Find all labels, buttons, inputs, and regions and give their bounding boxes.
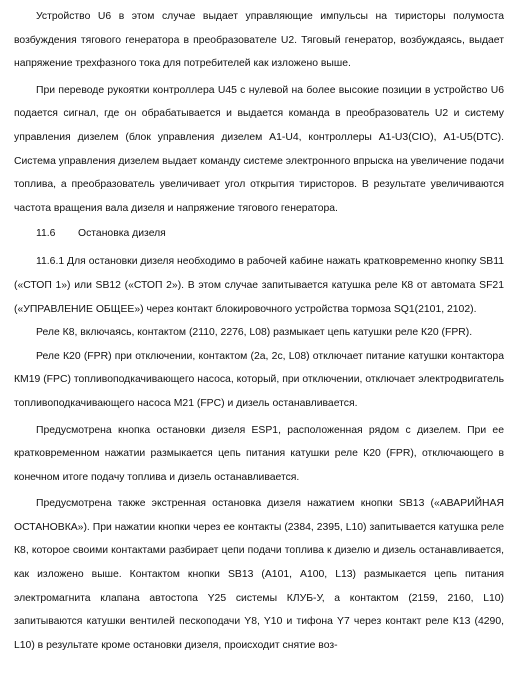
paragraph-controller-positions: При переводе рукоятки контроллера U45 с нулевой на более высокие позиции в устройство U6 подается сигнал, где он обрабатывается и выдается команда в преобразователь U2 и систему управления дизелем (блок управления дизелем А1-U4, контроллеры А1-U3(CIO), А1-U5(DTC). Система управления дизелем выдает команду системе электронного впрыска на увеличение подачи топлива, а преобразователь увеличивает угол открытия тиристоров. В результате увеличиваются частота вращения вала дизеля и напряжение тягового генератора. — [14, 84, 504, 214]
paragraph-stop-procedure: 11.6.1 Для остановки дизеля необходимо в рабочей кабине нажать кратковременно кнопку SB11 («СТОП 1») или SB12 («СТОП 2»). В этом случае запитывается катушка реле К8 от автомата SF21 («УПРАВЛЕНИЕ ОБЩЕЕ») через контакт блокировочного устройства тормоза SQ1(2101, 2102). — [14, 256, 504, 315]
section-title: Остановка дизеля — [78, 228, 166, 240]
paragraph-esp1-button: Предусмотрена кнопка остановки дизеля ESP1, расположенная рядом с дизелем. При ее кратковременном нажатии размыкается цепь питания катушки реле К20 (FPR), отключающего в конечном итоге подачу топлива и дизель останавливается. — [14, 424, 504, 483]
paragraph-relay-k20: Реле К20 (FPR) при отключении, контактом (2а, 2с, L08) отключает питание катушки контактора КМ19 (FPC) топливоподкачивающего насоса, который, при отключении, отключает электродвигатель топливоподкачивающего насоса М21 (FPC) и дизель останавливается. — [14, 350, 504, 409]
section-number: 11.6 — [36, 228, 56, 240]
section-heading — [14, 223, 504, 245]
paragraph-excitation: Устройство U6 в этом случае выдает управляющие импульсы на тиристоры полумоста возбуждения тягового генератора в преобразователе U2. Тяговый генератор, возбуждаясь, выдает напряжение трехфазного тока для потребителей как изложено выше. — [14, 11, 504, 70]
paragraph-emergency-stop: Предусмотрена также экстренная остановка дизеля нажатием кнопки SB13 («АВАРИЙНАЯ ОСТАНОВКА»). При нажатии кнопки через ее контакты (2384, 2395, L10) запитывается катушка реле К8, которое своими контактами разбирает цепи подачи топлива к дизелю и дизель останавливается, как изложено выше. Контактом кнопки SB13 (А101, А100, L13) размыкается цепь питания электромагнита клапана автостопа Y25 системы КЛУБ-У, а контактом (2159, 2160, L10) запитываются катушки вентилей пескоподачи Y8, Y10 и тифона Y7 через контакт реле К13 (4290, L10) в результате кроме остановки дизеля, происходит снятие воз- — [14, 498, 504, 651]
paragraph-relay-k8: Реле К8, включаясь, контактом (2110, 2276, L08) размыкает цепь катушки реле К20 (FPR). — [36, 327, 473, 339]
